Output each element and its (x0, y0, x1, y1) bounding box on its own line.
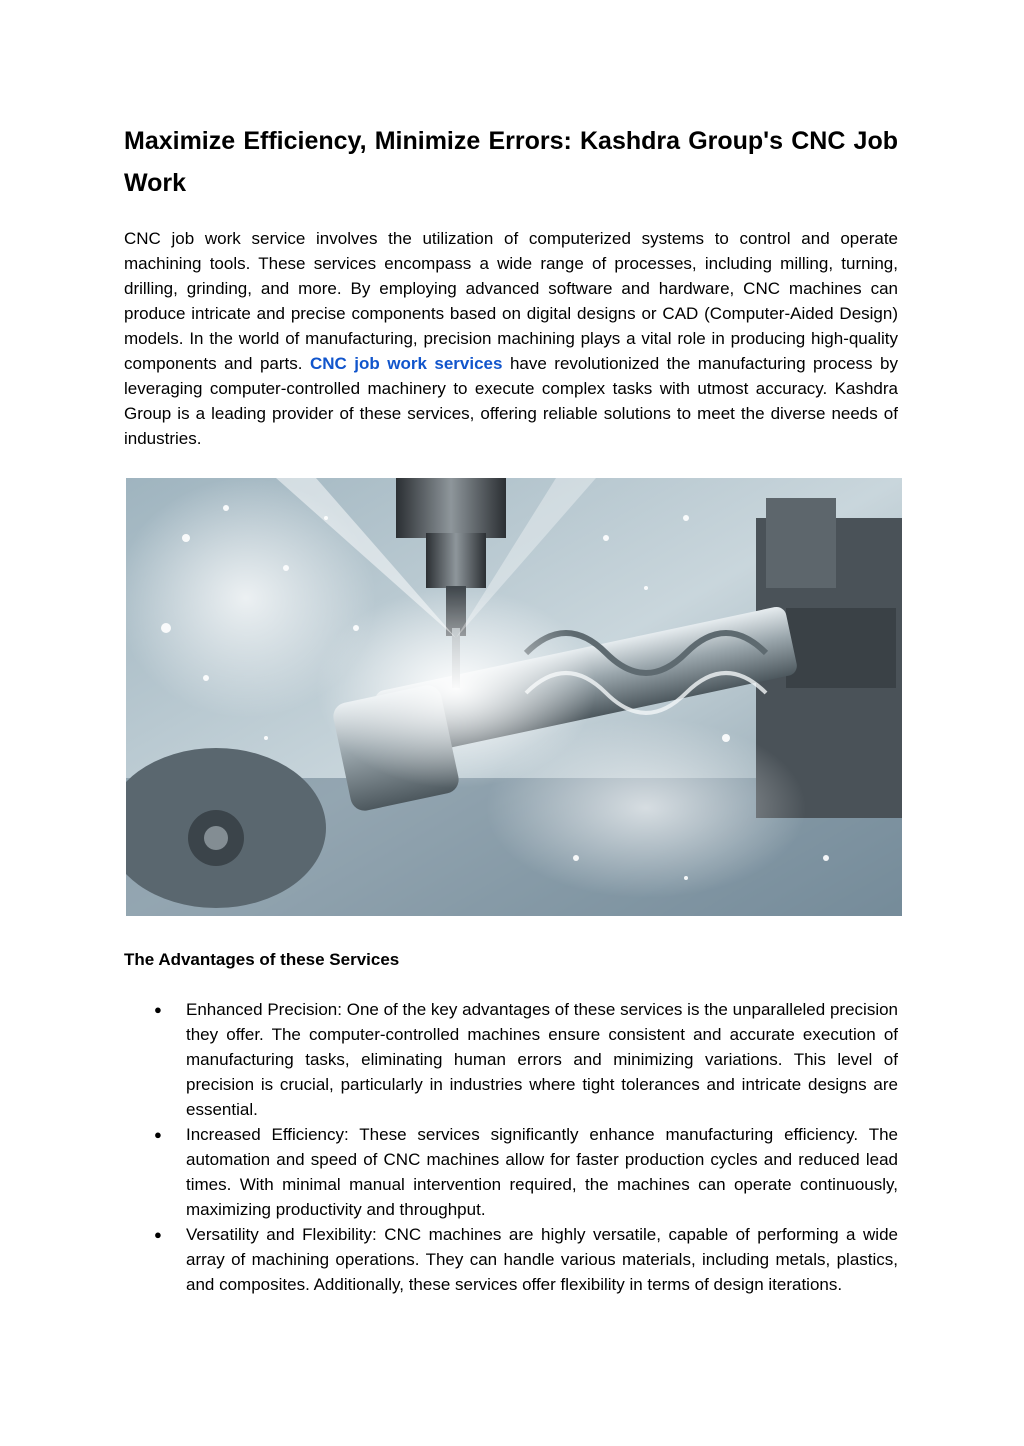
advantage-text: Enhanced Precision: One of the key advantages of these services is the unparalleled precision they offer. The computer-controlled machines ensure consistent and accurate execution of manufacturing tasks, eliminating human errors and minimizing variations. This level of precision is crucial, particularly in industries where tight tolerances and intricate designs are essential. (186, 1000, 898, 1119)
advantage-text: Versatility and Flexibility: CNC machines are highly versatile, capable of performing a wide array of machining operations. They can handle various materials, including metals, plastics, and composites. Additionally, these services offer flexibility in terms of design iterations. (186, 1225, 898, 1294)
page-title: Maximize Efficiency, Minimize Errors: Kashdra Group's CNC Job Work (124, 127, 898, 197)
advantage-text: Increased Efficiency: These services significantly enhance manufacturing efficiency. The automation and speed of CNC machines allow for faster production cycles and reduced lead times. With minimal manual intervention required, the machines can operate continuously, maximizing productivity and throughput. (186, 1125, 898, 1219)
intro-text-after-link: have revolutionized the manufacturing process by leveraging computer-controlled machinery to execute complex tasks with utmost accuracy. Kashdra Group is a leading provider of these services, offering reliable solutions to meet the diverse needs of industries. (124, 354, 898, 448)
advantages-heading: The Advantages of these Services (124, 950, 400, 969)
bullet-icon: ● (154, 1227, 162, 1242)
list-item (124, 997, 898, 1122)
bullet-icon: ● (154, 1002, 162, 1017)
intro-text-before-link: CNC job work service involves the utilization of computerized systems to control and operate machining tools. These services encompass a wide range of processes, including milling, turning, drilling, grinding, and more. By employing advanced software and hardware, CNC machines can produce intricate and precise components based on digital designs or CAD (Computer-Aided Design) models. In the world of manufacturing, precision machining plays a vital role in producing high-quality components and parts. (124, 229, 898, 373)
cnc-job-work-services-link[interactable]: CNC job work services (309, 354, 503, 373)
advantages-list (124, 997, 898, 1297)
intro-paragraph (124, 226, 898, 451)
list-item (124, 1122, 898, 1222)
cnc-machining-illustration (126, 478, 902, 916)
cnc-machining-photo (126, 478, 902, 916)
bullet-icon: ● (154, 1127, 162, 1142)
list-item (124, 1222, 898, 1297)
